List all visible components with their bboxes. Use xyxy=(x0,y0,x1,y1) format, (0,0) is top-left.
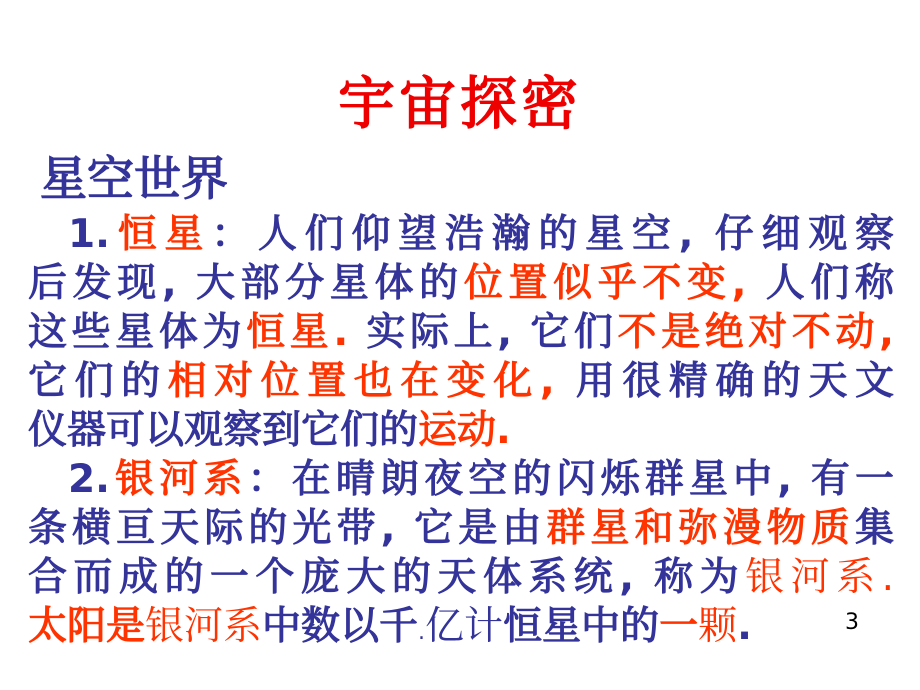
text-segment: 条横亘天际的光带, 它是由 xyxy=(28,506,547,551)
slide-title: 宇宙探密 xyxy=(338,71,582,137)
text-segment: 实际上, 它们 xyxy=(366,310,618,355)
text-line xyxy=(28,504,894,553)
text-segment: 2. xyxy=(68,457,110,502)
text-line xyxy=(28,357,894,406)
text-segment: 银河系 xyxy=(145,604,263,649)
text-line xyxy=(28,210,894,259)
text-segment: 一 xyxy=(659,604,699,649)
text-segment: 银河系. xyxy=(745,555,894,600)
text-segment: 恒星 xyxy=(109,212,212,257)
text-segment: ：人们仰望浩瀚的星空, 仔细观察 xyxy=(211,212,894,257)
text-line xyxy=(28,553,894,602)
text-line xyxy=(28,406,894,455)
text-segment: 恒星中的 xyxy=(503,604,660,649)
text-segment: 集 xyxy=(854,506,894,551)
text-line xyxy=(28,455,894,504)
text-segment: 仪器可以观察到它们的 xyxy=(28,408,419,453)
text-segment: 运动. xyxy=(418,408,511,453)
text-segment: 人们称 xyxy=(765,261,894,306)
text-segment: 它们的 xyxy=(28,359,168,404)
text-segment: 中数以千 xyxy=(262,604,419,649)
text-line xyxy=(28,259,894,308)
text-line xyxy=(28,602,894,651)
body-text xyxy=(28,210,894,651)
text-segment: 恒星. xyxy=(246,310,367,355)
text-segment: 太阳是 xyxy=(28,604,146,649)
text-segment: ：在晴朗夜空的闪烁群星中, 有一 xyxy=(247,457,894,502)
text-segment: 1. xyxy=(68,212,110,257)
text-segment: 银河系 xyxy=(109,457,248,502)
text-segment: 这些星体为 xyxy=(28,310,247,355)
text-segment: 亿计 xyxy=(425,604,504,649)
text-segment: 相对位置也在变化, xyxy=(167,359,576,404)
text-segment: . xyxy=(737,604,752,649)
section-heading: 星空世界 xyxy=(40,152,228,207)
text-segment: 群星和弥漫物质 xyxy=(546,506,855,551)
text-segment: 后发现, 大部分星体的 xyxy=(28,261,464,306)
text-segment: 颗 xyxy=(698,604,738,649)
text-segment: 合而成的一个庞大的天体系统, 称为 xyxy=(28,555,746,600)
text-segment: 用很精确的天文 xyxy=(575,359,894,404)
text-line xyxy=(28,308,894,357)
page-number: 3 xyxy=(845,610,859,635)
text-segment: . xyxy=(418,620,426,645)
text-segment: 位置似乎不变, xyxy=(463,261,766,306)
text-segment: 不是绝对不动, xyxy=(617,310,894,355)
